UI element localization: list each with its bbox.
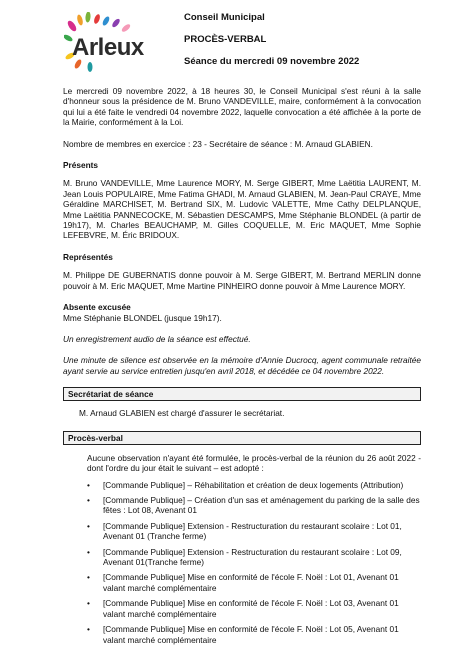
list-item: • [Commande Publique] – Réhabilitation et création de deux logements (Attribution) [87, 480, 421, 490]
pv-section-header: Procès-verbal [63, 431, 421, 445]
present-heading: Présents [63, 160, 99, 171]
pv-agenda-list [63, 480, 421, 645]
represented-heading: Représentés [63, 251, 113, 262]
represented-list: M. Philippe DE GUBERNATIS donne pouvoir à M. Serge GIBERT, M. Bertrand MERLIN donne pouvoir à M. Eric MAQUET, Mme Martine PINHEIRO donne pouvoir à Mme Laurence MORY. [63, 270, 421, 291]
list-item: • [Commande Publique] – Création d'un sas et aménagement du parking de la salle des fêtes : Lot 08, Avenant 01 [87, 495, 421, 516]
list-item: • [Commande Publique] Mise en conformité de l'école F. Noël : Lot 05, Avenant 01 valant marché complémentaire [87, 624, 421, 645]
pv-text: Aucune observation n'ayant été formulée, le procès-verbal de la réunion du 26 août 2022 - dont l'ordre du jour était le suivant – est adopté : [87, 452, 421, 474]
absent-heading: Absente excusée [63, 302, 131, 313]
document-body [63, 86, 421, 650]
absent-list: Mme Stéphanie BLONDEL (jusque 19h17). [63, 312, 222, 323]
list-item: • [Commande Publique] Mise en conformité de l'école F. Noël : Lot 01, Avenant 01 valant marché complémentaire [87, 572, 421, 593]
secretary-text: M. Arnaud GLABIEN est chargé d'assurer le secrétariat. [79, 408, 285, 419]
recording-note: Un enregistrement audio de la séance est effectué. [63, 333, 251, 344]
document-header [184, 12, 434, 67]
council-title: Conseil Municipal [184, 12, 265, 23]
list-item: • [Commande Publique] Extension - Restructuration du restaurant scolaire : Lot 09, Avenant 01(Tranche ferme) [87, 547, 421, 568]
list-item: • [Commande Publique] Extension - Restructuration du restaurant scolaire : Lot 01, Avenant 01 (Tranche ferme) [87, 521, 421, 542]
intro-paragraph: Le mercredi 09 novembre 2022, à 18 heures 30, le Conseil Municipal s'est réuni à la salle d'honneur sous la présidence de M. Bruno VANDEVILLE, maire, conformément à la convocation qui lui a été faite le vendredi 04 novembre 2022, laquelle convocation a été affichée à la porte de la Mairie, conformément à la Loi. [63, 86, 421, 128]
session-title: Séance du mercredi 09 novembre 2022 [184, 56, 360, 67]
arleux-logo [64, 12, 152, 72]
logo-text: Arleux [72, 34, 144, 61]
list-item: • [Commande Publique] Mise en conformité de l'école F. Noël : Lot 03, Avenant 01 valant marché complémentaire [87, 598, 421, 619]
present-list: M. Bruno VANDEVILLE, Mme Laurence MORY, M. Serge GIBERT, Mme Laëtitia LAURENT, M. Jean Louis POPULAIRE, Mme Fatima GHADI, M. Arnaud GLABIEN, M. Jean-Paul CRAYE, Mme Géraldine MARCHISET, M. Bertrand SIX, M. Ludovic VALETTE, Mme Cathy DELPLANQUE, Mme Laëtitia PANNECOCKE, M. Sébastien DESCAMPS, Mme Stéphanie BLONDEL (à partir de 19h17), M. Charles BEAUCHAMP, M. Gilles COQUELLE, M. Eric MAQUET, Mme Sophie LEFEBVRE, M. Éric BRIDOUX. [63, 178, 421, 241]
minute-silence-note: Une minute de silence est observée en la mémoire d'Annie Ducrocq, agent communale retraitée ayant servie au service entretien jusqu'en avril 2018, et décédée ce 04 novembre 2022. [63, 355, 421, 376]
secretary-section-header: Secrétariat de séance [63, 387, 421, 401]
doc-type-title: PROCÈS-VERBAL [184, 34, 267, 45]
members-paragraph: Nombre de membres en exercice : 23 - Secrétaire de séance : M. Arnaud GLABIEN. [63, 138, 373, 149]
